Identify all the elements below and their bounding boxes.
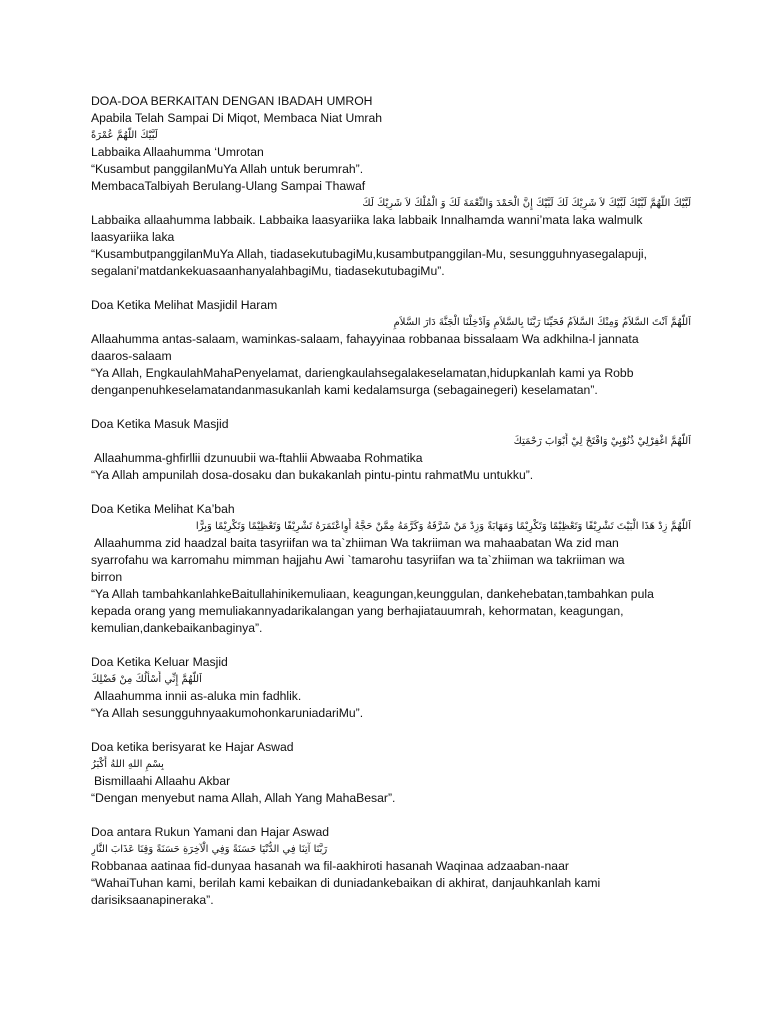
section-latin-line: birron [91,570,123,584]
section-heading: Doa Ketika Melihat Ka’bah [91,502,235,516]
talbiyah-latin-line: Labbaika allaahumma labbaik. Labbaika laasyariika laka labbaik Innalhamda wanni’mata laka walmulk [91,213,643,227]
section-arabic: اَللّهُمَّ زِدْ هَذَا الْبَيْتَ تَشْرِيْفًا وَتَعْظِيْمًا وَتَكْرِيْمًا وَمَهَابَةً وَزِدْ مَنْ شَرَّفَهُ وَكَرَّمَهُ مِمَّنْ حَجَّهُ أَوِاعْتَمَرَهُ تَشْرِيْفًا وَتَعْظِيْمًا وَتَكْرِيْمًا وَبِرًّا [195,521,691,532]
talbiyah-meaning-line: “KusambutpanggilanMuYa Allah, tiadasekutubagiMu,kusambutpanggilan-Mu, sesungguhnyasegalapuji, [91,247,648,261]
section-meaning-line: kepada orang yang memuliakannyadarikalangan yang berhajiatauumrah, kehormatan, keagungan, [91,604,624,618]
niat-meaning: “Kusambut panggilanMuYa Allah untuk berumrah”. [91,162,364,176]
section-latin-line: syarrofahu wa karromahu mimman hajjahu Awi `tamarohu tasyriifan wa ta`zhiiman wa takriiman wa [91,553,625,567]
section-latin-line: Allaahumma innii as-aluka min fadhlik. [94,689,302,703]
section-meaning-line: “WahaiTuhan kami, berilah kami kebaikan di duniadankebaikan di akhirat, danjauhkanlah kami [91,876,601,890]
document-page [91,93,691,909]
niat-arabic: لَبَّيْكَ اللَّهُمَّ عُمْرَةً [91,130,158,141]
talbiyah-arabic: لَبَّيْكَ اللَّهُمَّ لَبَّيْكَ لَبَّيْكَ لاَ شَرِيْكَ لَكَ لَبَّيْكَ إِنَّ الْحَمْدَ وَالنِّعْمَةَ لَكَ وَ الْمُلْكَ لاَ شَرِيْكَ لَكَ [362,198,691,209]
spacer [91,722,691,739]
section-meaning-line: “Ya Allah sesungguhnyaakumohonkaruniadariMu”. [91,706,364,720]
section-heading: Doa Ketika Keluar Masjid [91,655,228,669]
section-arabic: اَللّهُمَّ اغْفِرْلِيْ ذُنُوْبِيْ وَافْتَحْ لِيْ أَبْوَابَ رَحْمَتِكَ [513,436,691,447]
section-meaning-line: “Dengan menyebut nama Allah, Allah Yang MahaBesar”. [91,791,396,805]
section-heading: Doa Ketika Masuk Masjid [91,417,229,431]
niat-latin: Labbaika Allaahumma ‘Umrotan [91,145,264,159]
section-meaning-line: kemulian,dankebaikanbaginya”. [91,621,263,635]
section-arabic: اَللّهُمَّ اَنْتَ السَّلاَمُ وَمِنْكَ السَّلاَمُ فَحَيِّنَا رَبَّنَا بِالسَّلاَمِ وَاَدْخِلْنَا الْجَنَّةَ دَارَ السَّلاَمِ [393,317,691,328]
section-latin-line: Allaahumma antas-salaam, waminkas-salaam, fahayyinaa robbanaa bissalaam Wa adkhilna-l jannata [91,332,639,346]
section-latin-line: Robbanaa aatinaa fid-dunyaa hasanah wa fil-aakhiroti hasanah Waqinaa adzaaban-naar [91,859,569,873]
document-title: DOA-DOA BERKAITAN DENGAN IBADAH UMROH [91,94,373,108]
section-meaning-line: “Ya Allah ampunilah dosa-dosaku dan bukakanlah pintu-pintu rahmatMu untukku”. [91,468,534,482]
spacer [91,484,691,501]
section-meaning-line: “Ya Allah tambahkanlahkeBaitullahinikemuliaan, keagungan,keunggulan, dankehebatan,tambahkan pula [91,587,654,601]
talbiyah-latin-line: laasyariika laka [91,230,175,244]
section-latin-line: daaros-salaam [91,349,172,363]
talbiyah-meaning-line: segalani’matdankekuasaanhanyalahbagiMu, tiadasekutubagiMu”. [91,264,445,278]
spacer [91,280,691,297]
section-latin-line: Allaahumma-ghfirllii dzunuubii wa-ftahlii Abwaaba Rohmatika [94,451,423,465]
niat-heading: Apabila Telah Sampai Di Miqot, Membaca Niat Umrah [91,111,383,125]
spacer [91,399,691,416]
section-arabic: بِسْمِ اللهِ اللهُ أَكْبَرُ [91,759,164,770]
spacer [91,807,691,824]
section-heading: Doa ketika berisyarat ke Hajar Aswad [91,740,294,754]
section-arabic: اَللّهُمَّ إِنِّي أَسْأَلُكَ مِنْ فَضْلِكَ [91,674,202,685]
section-meaning-line: denganpenuhkeselamatandanmasukanlah kami kedalamsurga (sebagainegeri) keselamatan”. [91,383,598,397]
section-heading: Doa antara Rukun Yamani dan Hajar Aswad [91,825,330,839]
talbiyah-heading: MembacaTalbiyah Berulang-Ulang Sampai Thawaf [91,179,366,193]
section-latin-line: Allaahumma zid haadzal baita tasyriifan wa ta`zhiiman Wa takriiman wa mahaabatan Wa zid man [94,536,619,550]
section-heading: Doa Ketika Melihat Masjidil Haram [91,298,278,312]
section-arabic: رَبَّنَا آتِنَا فِي الدُّنْيَا حَسَنَةً وَفِي الْآخِرَةِ حَسَنَةً وَقِنَا عَذَابَ النَّارِ [91,844,328,855]
section-meaning-line: “Ya Allah, EngkaulahMahaPenyelamat, dariengkaulahsegalakeselamatan,hidupkanlah kami ya Robb [91,366,634,380]
spacer [91,637,691,654]
section-latin-line: Bismillaahi Allaahu Akbar [94,774,231,788]
section-meaning-line: darisiksaanapineraka”. [91,893,214,907]
